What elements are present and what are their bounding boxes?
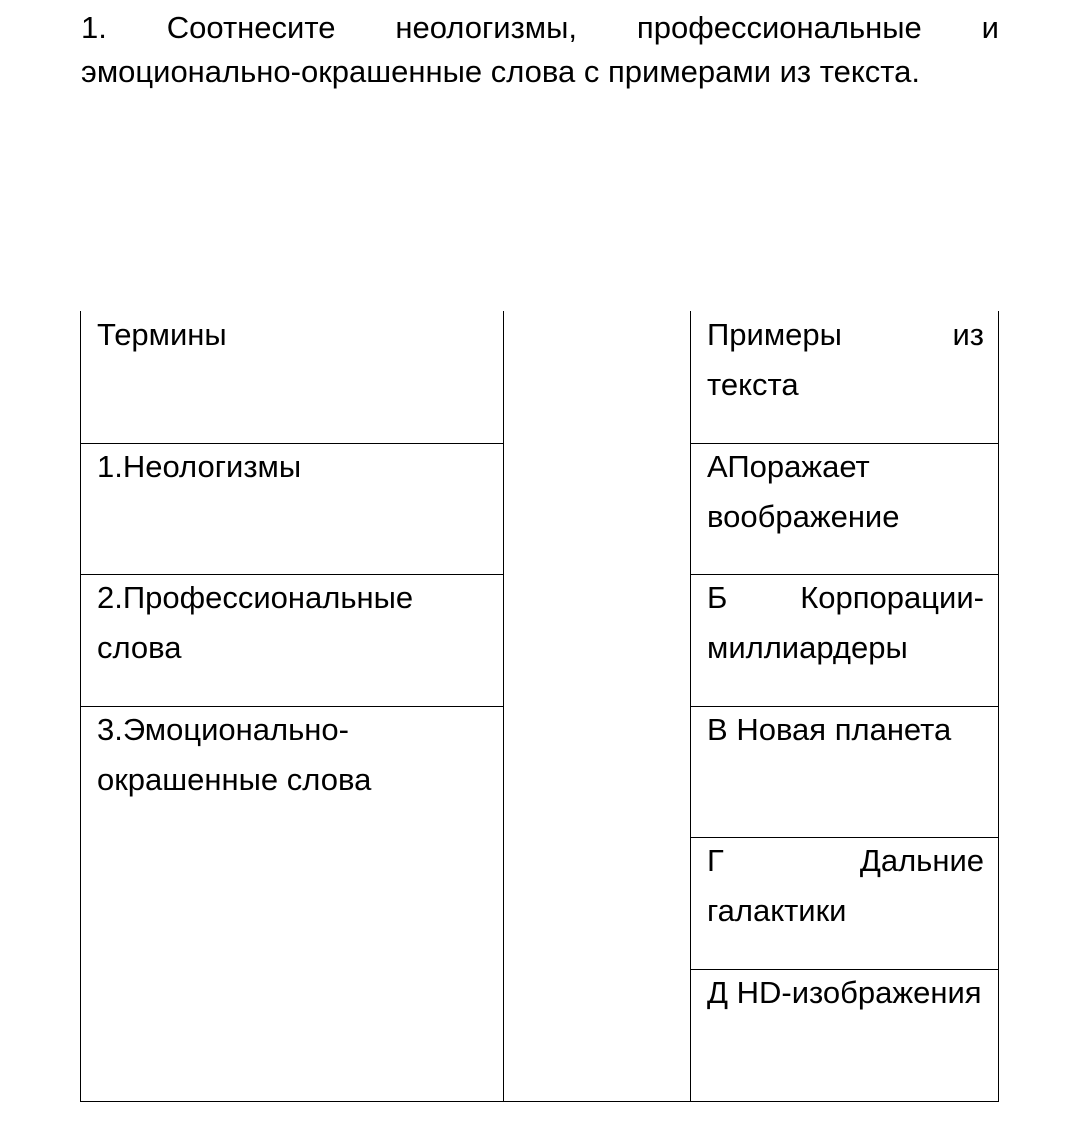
example-g xyxy=(707,836,984,936)
example-letter: В xyxy=(707,712,728,747)
task-instruction: 1. Соотнесите неологизмы, профессиональные и эмоционально-окрашенные слова с примерами из текста. xyxy=(81,10,999,89)
example-text: Корпорации-миллиардеры xyxy=(707,580,984,665)
example-d xyxy=(707,968,984,1018)
example-letter: А xyxy=(707,449,728,484)
term-emotional-words: 3.Эмоционально-окрашенные слова xyxy=(97,712,372,797)
example-text: Дальние галактики xyxy=(707,843,984,928)
examples-header-word: из xyxy=(952,317,984,352)
example-text: HD-изображения xyxy=(736,975,982,1010)
terms-header: Термины xyxy=(97,317,227,352)
example-text: Новая планета xyxy=(736,712,952,747)
examples-header-word: текста xyxy=(707,367,799,402)
term-professional-words: 2.Профессиональные слова xyxy=(97,580,414,665)
example-letter: Д xyxy=(707,975,728,1010)
table-border-bottom xyxy=(80,1101,999,1102)
examples-header-word: Примеры xyxy=(707,317,842,352)
example-letter: Б xyxy=(707,580,728,615)
example-text: Поражает воображение xyxy=(707,449,900,534)
example-a xyxy=(707,442,984,542)
term-neologisms: 1.Неологизмы xyxy=(97,449,302,484)
example-letter: Г xyxy=(707,843,724,878)
examples-header xyxy=(707,310,984,410)
example-b xyxy=(707,573,984,673)
examples-header-line-1 xyxy=(707,310,984,360)
example-v xyxy=(707,705,984,755)
